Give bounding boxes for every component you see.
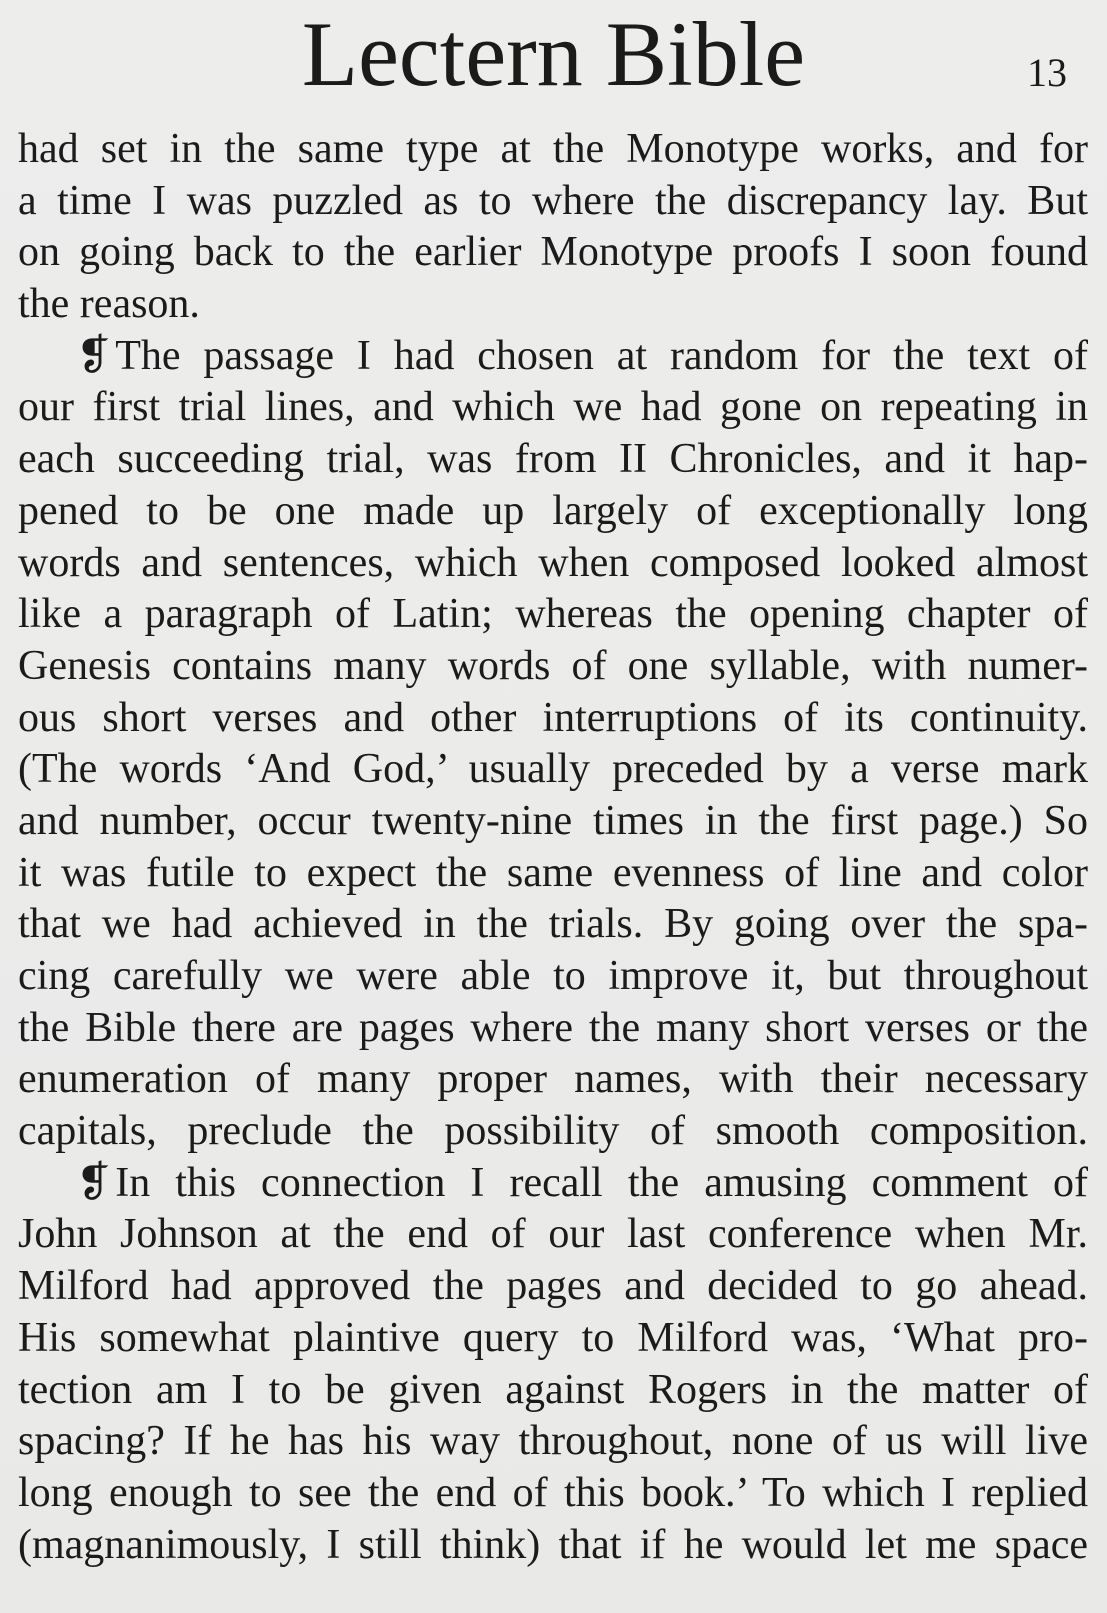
text-line: His somewhat plaintive query to Milford was, ‘What pro- [18, 1314, 1088, 1361]
text-line: (magnanimously, I still think) that if he would let me space [18, 1521, 1088, 1568]
text-line: that we had achieved in the trials. By going over the spa- [18, 901, 1088, 948]
text-line: each succeeding trial, was from II Chronicles, and it hap- [18, 436, 1088, 483]
text-line: ous short verses and other interruptions of its continuity. [18, 694, 1088, 741]
text-line: enumeration of many proper names, with their necessary [18, 1056, 1088, 1103]
text-line: spacing? If he has his way throughout, none of us will live [18, 1418, 1088, 1465]
text-line: on going back to the earlier Monotype proofs I soon found [18, 229, 1088, 276]
text-line: Genesis contains many words of one syllable, with numer- [18, 642, 1088, 689]
paragraph-first-line [18, 331, 1088, 383]
text-line: tection am I to be given against Rogers in the matter of [18, 1366, 1088, 1413]
text-line: the reason. [18, 281, 200, 328]
text-line: it was futile to expect the same evenness of line and color [18, 849, 1088, 896]
text-line: had set in the same type at the Monotype works, and for [18, 126, 1088, 172]
text-line: words and sentences, which when composed looked almost [18, 539, 1088, 586]
text-line-content: In this connection I recall the amusing comment of [115, 1159, 1088, 1206]
text-line: and number, occur twenty-nine times in the first page.) So [18, 797, 1088, 844]
text-line-content: The passage I had chosen at random for the text of [115, 332, 1088, 379]
text-line: a time I was puzzled as to where the discrepancy lay. But [18, 177, 1088, 224]
text-line: like a paragraph of Latin; whereas the opening chapter of [18, 591, 1088, 638]
text-line: capitals, preclude the possibility of smooth composition. [18, 1108, 1088, 1155]
text-line: John Johnson at the end of our last conference when Mr. [18, 1211, 1088, 1258]
text-line: (The words ‘And God,’ usually preceded by a verse mark [18, 746, 1088, 793]
text-line: our first trial lines, and which we had gone on repeating in [18, 384, 1088, 431]
body-text [18, 124, 1088, 1571]
text-line: pened to be one made up largely of exceptionally long [18, 487, 1088, 534]
paragraph-first-line [18, 1158, 1088, 1210]
text-line: Milford had approved the pages and decided to go ahead. [18, 1263, 1088, 1310]
paragraph-mark-icon: ❡ [76, 1159, 112, 1206]
page-number: 13 [1027, 50, 1067, 95]
page-title: Lectern Bible [301, 3, 806, 105]
text-line: long enough to see the end of this book.’ To which I replied [18, 1469, 1088, 1516]
paragraph-mark-icon: ❡ [76, 332, 112, 379]
text-line: cing carefully we were able to improve it, but throughout [18, 953, 1088, 999]
text-line: the Bible there are pages where the many short verses or the [18, 1004, 1088, 1051]
